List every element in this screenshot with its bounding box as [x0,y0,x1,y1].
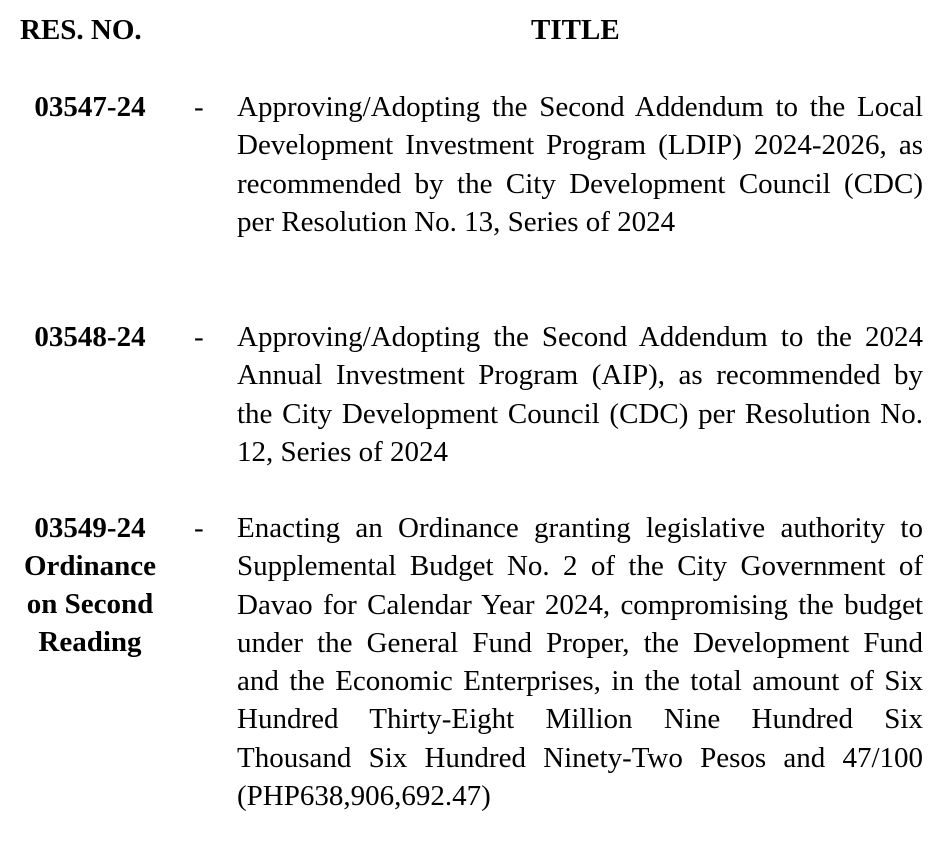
resolution-title: Approving/Adopting the Second Addendum to the 2024 Annual Investment Program (AIP), as recommended by the City Development Council (CDC) per Resolution No. 12, Series of 2024 [237,321,923,468]
ordinance-label: Ordinance [23,550,157,582]
resolution-number [0,88,180,126]
resolution-number-text: 03547-24 [34,91,146,123]
reading-label: on Second [26,588,154,620]
resolution-number-text: 03548-24 [34,321,146,353]
separator-dash: - [194,512,204,544]
reading-label: Reading [38,626,142,658]
separator-dash: - [194,321,204,353]
resolution-number [0,509,180,661]
resolution-number [0,318,180,356]
resolution-title: Enacting an Ordinance granting legislative authority to Supplemental Budget No. 2 of the City Government of Davao for Calendar Year 2024, compromising the budget under the General Fund Proper, the Development Fund and the Economic Enterprises, in the total amount of Six Hundred Thirty-Eight Million Nine Hundred Six Thousand Six Hundred Ninety-Two Pesos and 47/100 (PHP638,906,692.47) [237,512,923,813]
separator-dash: - [194,91,204,123]
resolution-number-text: 03549-24 [34,512,146,544]
resolution-title: Approving/Adopting the Second Addendum to the Local Development Investment Program (LDIP) 2024-2026, as recommended by the City Development Council (CDC) per Resolution No. 13, Series of 2024 [237,91,923,238]
column-header-title: TITLE [531,14,620,46]
column-header-res-no: RES. NO. [20,14,142,46]
